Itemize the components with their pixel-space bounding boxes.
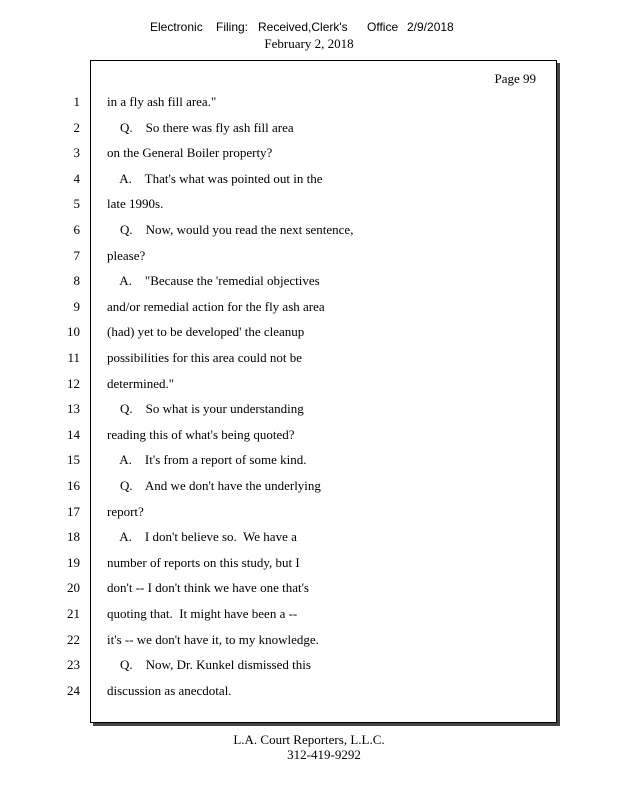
line-number: 17 xyxy=(67,504,80,519)
transcript-line-text: A. It's from a report of some kind. xyxy=(107,452,307,467)
line-number: 10 xyxy=(67,324,80,339)
line-number: 20 xyxy=(67,580,80,595)
line-number: 22 xyxy=(67,632,80,647)
transcript-line-text: in a fly ash fill area." xyxy=(107,94,217,109)
line-number: 8 xyxy=(73,273,80,288)
line-number: 6 xyxy=(73,222,80,237)
transcript-line-text: on the General Boiler property? xyxy=(107,145,273,160)
transcript-line-text: report? xyxy=(107,504,144,519)
transcript-line-text: Q. Now, would you read the next sentence, xyxy=(107,222,354,237)
line-number: 7 xyxy=(73,248,80,263)
transcript-line-text: it's -- we don't have it, to my knowledge. xyxy=(107,632,319,647)
line-number: 1 xyxy=(73,94,80,109)
line-number: 13 xyxy=(67,401,80,416)
transcript-line-text: Q. So what is your understanding xyxy=(107,401,304,416)
line-number: 18 xyxy=(67,529,80,544)
transcript-line-text: and/or remedial action for the fly ash area xyxy=(107,299,325,314)
transcript-line-text: Q. And we don't have the underlying xyxy=(107,478,321,493)
transcript-line-text: don't -- I don't think we have one that's xyxy=(107,580,309,595)
transcript-line-text: please? xyxy=(107,248,146,263)
transcript-line-text: discussion as anecdotal. xyxy=(107,683,232,698)
transcript-line-text: A. I don't believe so. We have a xyxy=(107,529,297,544)
transcript-line-text: Q. So there was fly ash fill area xyxy=(107,120,294,135)
transcript-date: February 2, 2018 xyxy=(264,36,354,51)
line-number: 14 xyxy=(67,427,80,442)
transcript-line-text: determined." xyxy=(107,376,175,391)
reporter-company: L.A. Court Reporters, L.L.C. xyxy=(233,732,385,747)
line-number: 11 xyxy=(67,350,80,365)
reporter-phone: 312-419-9292 xyxy=(287,747,361,762)
line-number: 9 xyxy=(73,299,80,314)
line-number: 24 xyxy=(67,683,80,698)
transcript-line-text: reading this of what's being quoted? xyxy=(107,427,295,442)
filing-stamp-word-electronic: Electronic xyxy=(150,20,203,34)
transcript-line-text: A. That's what was pointed out in the xyxy=(107,171,323,186)
line-number: 15 xyxy=(67,452,80,467)
filing-stamp-word-office: Office xyxy=(367,20,399,34)
line-number: 21 xyxy=(67,606,80,621)
line-number: 16 xyxy=(67,478,80,493)
transcript-line-text: late 1990s. xyxy=(107,196,164,211)
line-number: 19 xyxy=(67,555,80,570)
line-number: 5 xyxy=(73,196,80,211)
page-number: Page 99 xyxy=(494,71,536,86)
transcript-line-text: (had) yet to be developed' the cleanup xyxy=(107,324,305,339)
line-number: 2 xyxy=(73,120,80,135)
line-number: 4 xyxy=(73,171,80,186)
line-number: 23 xyxy=(67,657,80,672)
transcript-line-text: possibilities for this area could not be xyxy=(107,350,302,365)
line-number: 12 xyxy=(67,376,80,391)
line-number: 3 xyxy=(73,145,80,160)
filing-stamp xyxy=(0,20,618,36)
filing-stamp-word-received: Received,Clerk's xyxy=(258,20,348,34)
transcript-line-text: number of reports on this study, but I xyxy=(107,555,300,570)
filing-stamp-word-filing: Filing: xyxy=(216,20,249,34)
filing-stamp-date: 2/9/2018 xyxy=(407,20,454,34)
transcript-line-text: quoting that. It might have been a -- xyxy=(107,606,298,621)
transcript-line-text: Q. Now, Dr. Kunkel dismissed this xyxy=(107,657,311,672)
transcript-line-text: A. "Because the 'remedial objectives xyxy=(107,273,320,288)
